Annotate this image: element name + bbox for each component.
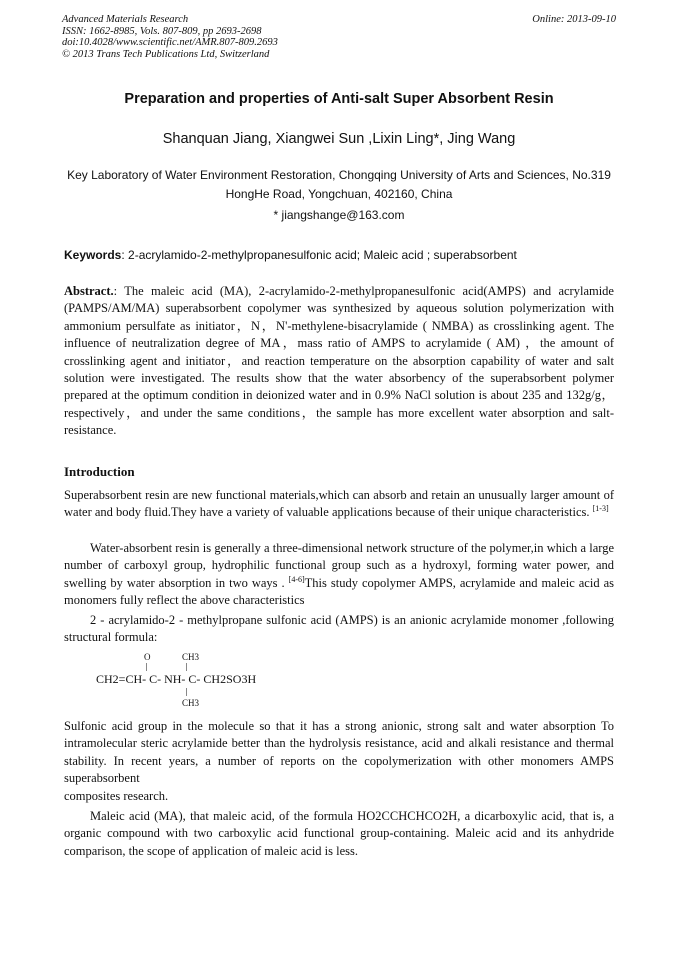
keywords-text: : 2-acrylamido-2-methylpropanesulfonic acid; Maleic acid ; superabsorbent (121, 248, 517, 262)
intro-paragraph-5: Maleic acid (MA), that maleic acid, of the formula HO2CCHCHCO2H, a dicarboxylic acid, that is, a organic compound with two carboxylic acid functional group-containing. Maleic acid and its anhydride comparison, the scope of application of maleic acid is less. (64, 809, 614, 858)
formula-oxygen: O (144, 652, 151, 662)
formula-bond-line (146, 663, 147, 671)
abstract (64, 283, 614, 440)
abstract-text: : The maleic acid (MA), 2-acrylamido-2-methylpropanesulfonic acid(AMPS) and acrylamide (PAMPS/AM/MA) superabsorbent copolymer was synthesized by aqueous solution polymerization with ammonium persulfate as initiator，N，N'-methylene-bisacrylamide ( NMBA) as crosslinking agent. The influence of neutralization degree of MA，mass ratio of AMPS to acrylamide ( AM) ，the amount of crosslinking agent and initiator，and reaction temperature on the absorption capability of water and salt solution were investigated. The results show that the water absorbency of the superabsorbent polymer prepared at the optimum condition in deionized water and in 0.9% NaCl solution is about 235 and 132g/g，respectively，and under the same conditions，the sample has more excellent water absorption and salt-resistance. (64, 284, 614, 438)
citation-1-3: [1-3] (592, 504, 609, 514)
citation-4-6: [4-6] (288, 574, 305, 584)
affiliation: Key Laboratory of Water Environment Restoration, Chongqing University of Arts and Sciences, No.319 HongHe Road, Yongchuan, 402160, China (67, 168, 611, 201)
journal-header (62, 14, 616, 60)
online-date: Online: 2013-09-10 (532, 14, 616, 25)
intro-paragraph-1: Superabsorbent resin are new functional materials,which can absorb and retain an unusually larger amount of water and body fluid.They have a variety of valuable applications because of their unique characteristics. [1-3] (64, 488, 614, 520)
intro-paragraph-4: Sulfonic acid group in the molecule so that it has a strong anionic, strong salt and water absorption To intramolecular steric acrylamide better than the hydrolysis resistance, acid and alkali resistance and thermal stability. In recent years, a number of reports on the copolymerization with other monomers AMPS superabsorbent composites research. (64, 719, 614, 803)
corresponding-email: * jiangshange@163.com (273, 208, 405, 222)
keywords (64, 248, 618, 262)
formula-main-chain: CH2=CH- C- NH- C- CH2SO3H (96, 672, 257, 686)
paper-title: Preparation and properties of Anti-salt Super Absorbent Resin (124, 91, 554, 107)
formula-methyl-bottom: CH3 (182, 698, 200, 708)
introduction-heading: Introduction (64, 464, 135, 479)
abstract-label: Abstract. (64, 284, 114, 298)
formula-methyl-top: CH3 (182, 652, 200, 662)
amps-structural-formula (96, 652, 296, 712)
intro-paragraph-2: Water-absorbent resin is generally a three-dimensional network structure of the polymer,in which a large number of carboxyl group, hydrophilic functional group such as a hydroxyl, forming water power, and swelling by water absorption in two ways . [4-6]This study copolymer AMPS, acrylamide and maleic acid as monomers fully reflect the above characteristics (64, 541, 614, 608)
issn-line: ISSN: 1662-8985, Vols. 807-809, pp 2693-2698 (62, 25, 262, 37)
keywords-label: Keywords (64, 248, 122, 262)
formula-bond-line (186, 663, 187, 671)
intro-paragraph-3: 2 - acrylamido-2 - methylpropane sulfonic acid (AMPS) is an anionic acrylamide monomer ,following structural formula: (64, 613, 614, 645)
formula-bond-line (186, 688, 187, 696)
journal-name: Advanced Materials Research (62, 14, 189, 25)
doi-line: doi:10.4028/www.scientific.net/AMR.807-809.2693 (62, 37, 278, 48)
copyright-line: © 2013 Trans Tech Publications Ltd, Switzerland (62, 48, 270, 60)
author-list: Shanquan Jiang, Xiangwei Sun ,Lixin Ling*, Jing Wang (162, 131, 516, 147)
